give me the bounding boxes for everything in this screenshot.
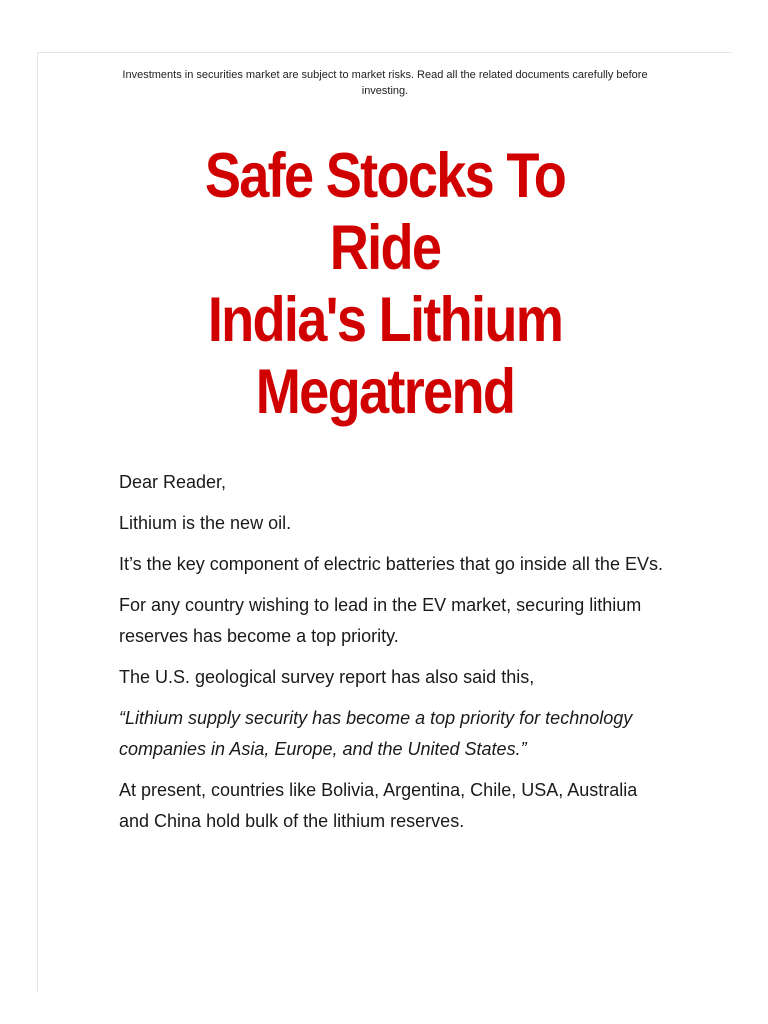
- headline-line-4: Megatrend: [255, 357, 515, 427]
- letter-body: [119, 467, 664, 847]
- headline-line-2: Ride: [329, 213, 441, 283]
- paragraph-key-component: It’s the key component of electric batteries that go inside all the EVs.: [119, 554, 663, 574]
- headline-line-3: India's Lithium: [207, 285, 563, 355]
- greeting: Dear Reader,: [119, 472, 227, 492]
- paragraph-reserves: At present, countries like Bolivia, Argentina, Chile, USA, Australia and China hold bulk of the lithium reserves.: [119, 780, 638, 831]
- headline-line-1: Safe Stocks To: [204, 141, 566, 211]
- paragraph-ev-market: For any country wishing to lead in the EV market, securing lithium reserves has become a top priority.: [119, 595, 642, 646]
- risk-disclaimer: Investments in securities market are subject to market risks. Read all the related documents carefully before investing.: [122, 69, 648, 97]
- headline: [157, 140, 613, 428]
- paragraph-us-survey: The U.S. geological survey report has also said this,: [119, 667, 535, 687]
- paragraph-lithium-new-oil: Lithium is the new oil.: [119, 513, 292, 533]
- survey-quote: “Lithium supply security has become a top priority for technology companies in Asia, Europe, and the United States.”: [119, 708, 633, 759]
